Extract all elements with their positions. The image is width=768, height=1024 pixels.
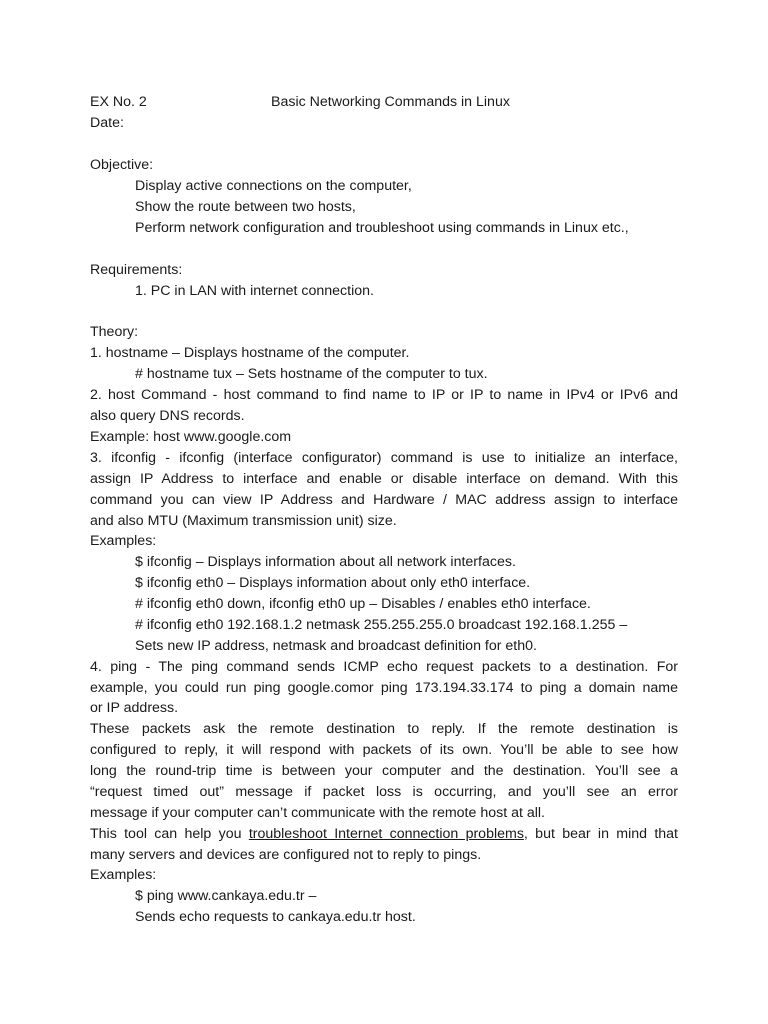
ifconfig-example: Sets new IP address, netmask and broadcast definition for eth0. (135, 638, 537, 654)
host-text: or (594, 387, 620, 403)
ping-paragraph-line: message if your computer can’t communicate with the remote host at all. (90, 805, 545, 821)
host-example: Example: host www.google.com (90, 429, 292, 445)
ping-text: or IP address. (90, 700, 179, 716)
ipv6-term: IPv6 (619, 387, 649, 403)
ping-paragraph-line: These packets ask the remote destination to reply. If the remote destination is (90, 721, 678, 737)
host-text: or (445, 387, 471, 403)
date-label: Date: (90, 115, 124, 131)
document-title: Basic Networking Commands in Linux (271, 94, 510, 110)
ifconfig-section (90, 448, 678, 468)
ip-term: IP (470, 387, 484, 403)
objective-item: Show the route between two hosts, (135, 199, 356, 215)
ping-text: or (361, 680, 381, 696)
ping-text: This tool can help you (90, 826, 249, 842)
ifconfig-example: $ ifconfig eth0 – Displays information about only eth0 interface. (135, 575, 531, 591)
ping-text: many servers and devices are configured not to reply to pings. (90, 847, 482, 863)
ping-paragraph-line: configured to reply, it will respond with packets of its own. You’ll be able to see how (90, 742, 678, 758)
host-text: also query (90, 408, 160, 424)
ping-example: Sends echo requests to cankaya.edu.tr host. (135, 909, 416, 925)
hostname-example: # hostname tux – Sets hostname of the computer to tux. (135, 366, 488, 382)
host-title: 2. host Command - host (90, 387, 251, 403)
ifconfig-example: $ ifconfig – Displays information about all network interfaces. (135, 554, 516, 570)
requirement-item: 1. PC in LAN with internet connection. (135, 283, 374, 299)
ifconfig-examples-label: Examples: (90, 533, 157, 549)
ping-examples-label: Examples: (90, 867, 157, 883)
ping-example: $ ping www.cankaya.edu.tr – (135, 888, 317, 904)
hostname-title: 1. hostname (90, 345, 169, 361)
dns-term: DNS (159, 408, 190, 424)
ifconfig-text: and also MTU (Maximum transmission unit) size. (90, 513, 397, 529)
ping-text: example, you could run (90, 680, 254, 696)
ping-paragraph-line: “request timed out” message if packet loss is occurring, and you’ll see an error (90, 784, 678, 800)
objective-heading: Objective: (90, 157, 154, 173)
ip-term: IP (431, 387, 446, 403)
hostname-section (90, 343, 409, 363)
ifconfig-title: 3. ifconfig (90, 450, 157, 466)
ping-text: , but bear in mind that (523, 826, 678, 842)
objective-item: Display active connections on the computer, (135, 178, 412, 194)
host-text: records. (189, 408, 245, 424)
objective-item: Perform network configuration and troubleshoot using commands in Linux etc., (135, 220, 629, 236)
ping-text: - The ping command sends ICMP echo request packets to a destination. For (137, 659, 678, 675)
requirements-heading: Requirements: (90, 262, 183, 278)
ping-paragraph-line: long the round-trip time is between your computer and the destination. You’ll see a (90, 763, 678, 779)
exercise-number: EX No. 2 (90, 94, 147, 110)
ifconfig-text: command you can view IP Address and Hardware / MAC address assign to interface (90, 492, 678, 508)
ifconfig-example: # ifconfig eth0 192.168.1.2 netmask 255.255.255.0 broadcast 192.168.1.255 – (135, 617, 628, 633)
host-text: and (648, 387, 678, 403)
theory-heading: Theory: (90, 324, 139, 340)
ipv4-term: IPv4 (566, 387, 595, 403)
host-section (90, 385, 678, 405)
ifconfig-example: # ifconfig eth0 down, ifconfig eth0 up – Disables / enables eth0 interface. (135, 596, 591, 612)
troubleshoot-link[interactable]: troubleshoot Internet connection problems (248, 826, 524, 842)
ping-command: ping google.com (253, 680, 362, 696)
hostname-desc: – Displays hostname of the computer. (168, 345, 410, 361)
host-line-2 (90, 406, 245, 426)
host-text: to name in (483, 387, 567, 403)
ping-tool-line (90, 824, 678, 844)
ifconfig-text: assign IP Address to interface and enable or disable interface on demand. With this (90, 471, 678, 487)
ping-text: to ping a domain name (513, 680, 678, 696)
host-text: command to find name to (250, 387, 432, 403)
ping-line-2 (90, 678, 678, 698)
ping-section (90, 657, 678, 677)
ping-title: 4. ping (90, 659, 138, 675)
ifconfig-text: - ifconfig (interface configurator) command is use to initialize an interface, (156, 450, 678, 466)
ping-command: ping 173.194.33.174 (380, 680, 514, 696)
